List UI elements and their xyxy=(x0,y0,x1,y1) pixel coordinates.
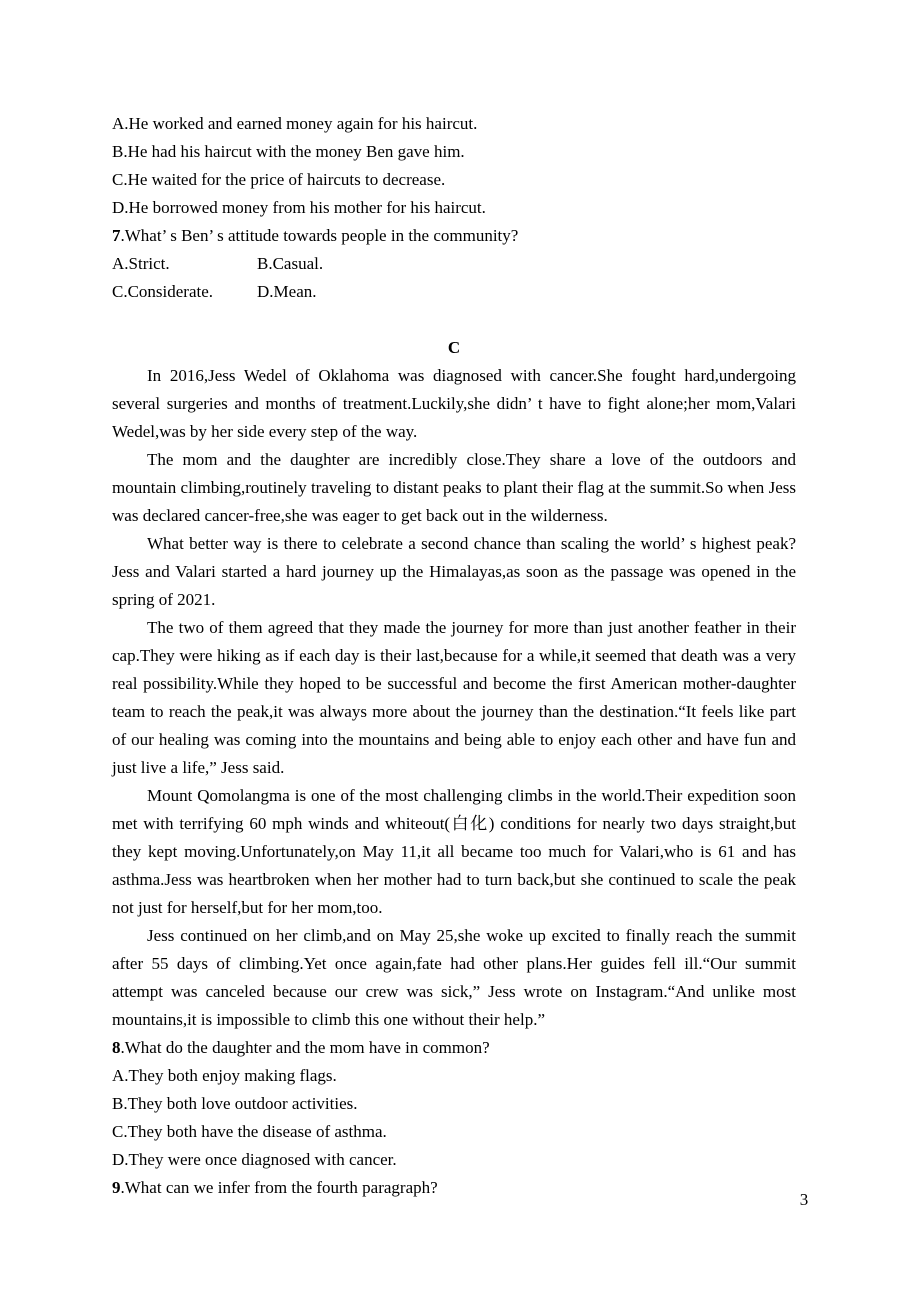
q6-option-a: A.He worked and earned money again for his haircut. xyxy=(112,114,478,133)
passage-paragraph-4: The two of them agreed that they made the journey for more than just another feather in their cap.They were hiking as if each day is their last,because for a while,it seemed that death was a very real possibility.While they hoped to be successful and become the first American mother-daughter team to reach the peak,it was always more about the journey than the destination.“It feels like part of our healing was coming into the mountains and being able to enjoy each other and have fun and just live a life,” Jess said. xyxy=(112,618,796,777)
q7-option-c: C.Considerate. xyxy=(112,282,214,301)
q8-option-a: A.They both enjoy making flags. xyxy=(112,1066,337,1085)
passage-paragraph-5: Mount Qomolangma is one of the most challenging climbs in the world.Their expedition soon met with terrifying 60 mph winds and whiteout(白化) conditions for nearly two days straight,but they kept moving.Unfortunately,on May 11,it all became too much for Valari,who is 61 and has asthma.Jess was heartbroken when her mother had to turn back,but she continued to scale the peak not just for herself,but for her mom,too. xyxy=(112,786,796,917)
q7-option-b: B.Casual. xyxy=(257,254,324,273)
question-9-text: .What can we infer from the fourth paragraph? xyxy=(120,1178,438,1197)
q8-option-d: D.They were once diagnosed with cancer. xyxy=(112,1150,397,1169)
passage-paragraph-1: In 2016,Jess Wedel of Oklahoma was diagnosed with cancer.She fought hard,undergoing several surgeries and months of treatment.Luckily,she didn’ t have to fight alone;her mom,Valari Wedel,was by her side every step of the way. xyxy=(112,366,796,441)
question-8-text: .What do the daughter and the mom have in common? xyxy=(120,1038,490,1057)
passage-section-heading: C xyxy=(447,338,461,357)
passage-paragraph-3: What better way is there to celebrate a second chance than scaling the world’ s highest peak?Jess and Valari started a hard journey up the Himalayas,as soon as the passage was opened in the spring of 2021. xyxy=(112,534,796,609)
question-9 xyxy=(112,1174,796,1202)
q7-options-row-1 xyxy=(112,250,796,278)
question-8 xyxy=(112,1034,796,1062)
q6-option-c: C.He waited for the price of haircuts to decrease. xyxy=(112,170,446,189)
q6-option-d: D.He borrowed money from his mother for his haircut. xyxy=(112,198,486,217)
q7-option-a: A.Strict. xyxy=(112,254,170,273)
question-8-number: 8 xyxy=(112,1038,121,1057)
question-9-number: 9 xyxy=(112,1178,121,1197)
question-7 xyxy=(112,222,796,250)
question-7-text: .What’ s Ben’ s attitude towards people in the community? xyxy=(120,226,519,245)
q8-option-b: B.They both love outdoor activities. xyxy=(112,1094,358,1113)
passage-paragraph-2: The mom and the daughter are incredibly close.They share a love of the outdoors and mountain climbing,routinely traveling to distant peaks to plant their flag at the summit.So when Jess was declared cancer-free,she was eager to get back out in the wilderness. xyxy=(112,450,796,525)
page-number: 3 xyxy=(799,1190,809,1209)
page-content xyxy=(112,110,796,1202)
question-7-number: 7 xyxy=(112,226,121,245)
q7-options-row-2 xyxy=(112,278,796,306)
q8-option-c: C.They both have the disease of asthma. xyxy=(112,1122,387,1141)
q6-option-b: B.He had his haircut with the money Ben gave him. xyxy=(112,142,465,161)
q7-option-d: D.Mean. xyxy=(257,282,317,301)
passage-paragraph-6: Jess continued on her climb,and on May 25,she woke up excited to finally reach the summit after 55 days of climbing.Yet once again,fate had other plans.Her guides fell ill.“Our summit attempt was canceled because our crew was sick,” Jess wrote on Instagram.“And unlike most mountains,it is impossible to climb this one without their help.” xyxy=(112,926,796,1029)
